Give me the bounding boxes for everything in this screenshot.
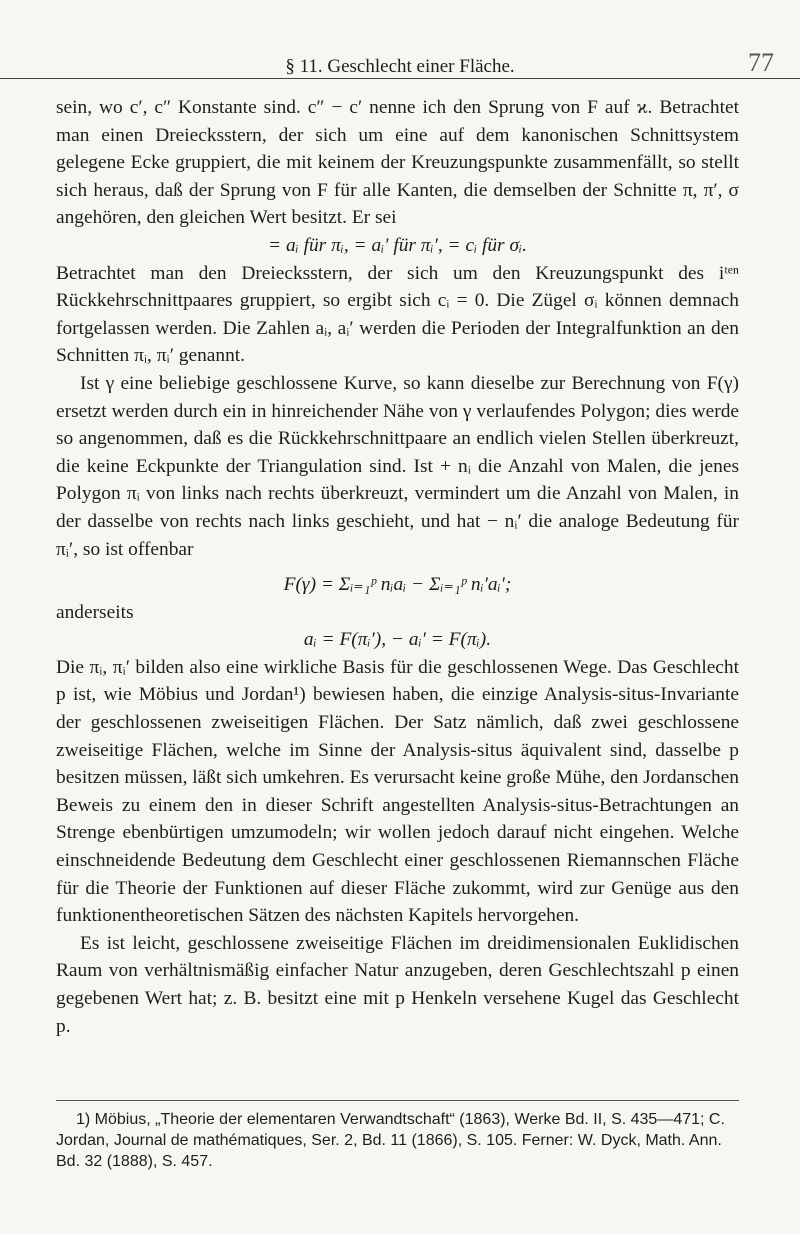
paragraph: Es ist leicht, geschlossene zweiseitige Flächen im dreidimensionalen Euklidischen Raum von verhältnismäßig einfacher Natur anzugeben, deren Geschlechtszahl p einen gegebenen Wert hat; z. B. besitzt eine mit p Henkeln versehene Kugel das Geschlecht p.: [56, 932, 739, 1037]
section-title: § 11. Geschlecht einer Fläche.: [285, 56, 515, 77]
paragraph: Die πᵢ, πᵢ′ bilden also eine wirkliche Basis für die geschlossenen Wege. Das Geschlecht p ist, wie Möbius und Jordan¹) bewiesen haben, die einzige Analysis-situs-Invariante der geschlossenen zweiseitigen Flächen. Der Satz nämlich, daß zwei geschlossene zweiseitige Flächen, welche im Sinne der Analysis-situs äquivalent sind, dasselbe p besitzen müssen, läßt sich umkehren. Es verursacht keine große Mühe, den Jordanschen Beweis zu einem den in dieser Schrift angestellten Analysis-situs-Betrachtungen an Strenge ebenbürtigen umzumodeln; wir wollen jedoch darauf nicht eingehen. Welche einschneidende Bedeutung dem Geschlecht einer geschlossenen Riemannschen Fläche für die Theorie der Funktionen auf dieser Fläche zukommt, wird zur Genüge aus den funktionentheoretischen Sätzen des nächsten Kapitels hervorgehen.: [56, 656, 739, 927]
formula-sum: F(γ) = Σᵢ₌₁ᵖ nᵢaᵢ − Σᵢ₌₁ᵖ nᵢ′aᵢ′;: [283, 574, 512, 596]
footnote: 1) Möbius, „Theorie der elementaren Verwandtschaft“ (1863), Werke Bd. II, S. 435—471; C. Jordan, Journal de mathématiques, Ser. 2, Bd. 11 (1866), S. 105. Ferner: W. Dyck, Math. Ann. Bd. 32 (1888), S. 457.: [56, 1111, 725, 1170]
paragraph-label: anderseits: [56, 601, 134, 623]
page-number: 77: [748, 48, 774, 77]
footnotes: [56, 1100, 739, 1172]
running-header: [0, 44, 800, 79]
paragraph: Betrachtet man den Dreiecksstern, der sich um den Kreuzungspunkt des iᵗᵉⁿ Rückkehrschnittpaares gruppiert, so ergibt sich cᵢ = 0. Die Zügel σᵢ können demnach fortgelassen werden. Die Zahlen aᵢ, aᵢ′ werden die Perioden der Integralfunktion an den Schnitten πᵢ, πᵢ′ genannt.: [56, 262, 739, 367]
paragraph: Ist γ eine beliebige geschlossene Kurve, so kann dieselbe zur Berechnung von F(γ) ersetzt werden durch ein in hinreichender Nähe von γ verlaufendes Polygon; dies werde so angenommen, daß es die Rückkehrschnittpaare an endlich vielen Stellen überkreuzt, die keine Eckpunkte der Triangulation sind. Ist + nᵢ die Anzahl von Malen, die jenes Polygon πᵢ von links nach rechts überkreuzt, vermindert um die Anzahl von Malen, in der dasselbe von rechts nach links geschieht, und hat − nᵢ′ die analoge Bedeutung für πᵢ′, so ist offenbar: [56, 372, 739, 560]
main-text: [56, 94, 739, 1040]
formula-periods: aᵢ = F(πᵢ′), − aᵢ′ = F(πᵢ).: [303, 629, 492, 651]
paragraph: sein, wo c′, c″ Konstante sind. c″ − c′ nenne ich den Sprung von F auf ϰ. Betrachtet man einen Dreiecksstern, der sich um eine auf dem kanonischen Schnittsystem gelegene Ecke gruppiert, die mit keinem der Kreuzungspunkte zusammenfällt, so stellt sich heraus, daß der Sprung von F für alle Kanten, die demselben der Schnitte π, π′, σ angehören, den gleichen Wert besitzt. Er sei: [56, 97, 739, 229]
formula-jumps: = aᵢ für πᵢ, = aᵢ′ für πᵢ′, = cᵢ für σᵢ.: [268, 234, 527, 256]
